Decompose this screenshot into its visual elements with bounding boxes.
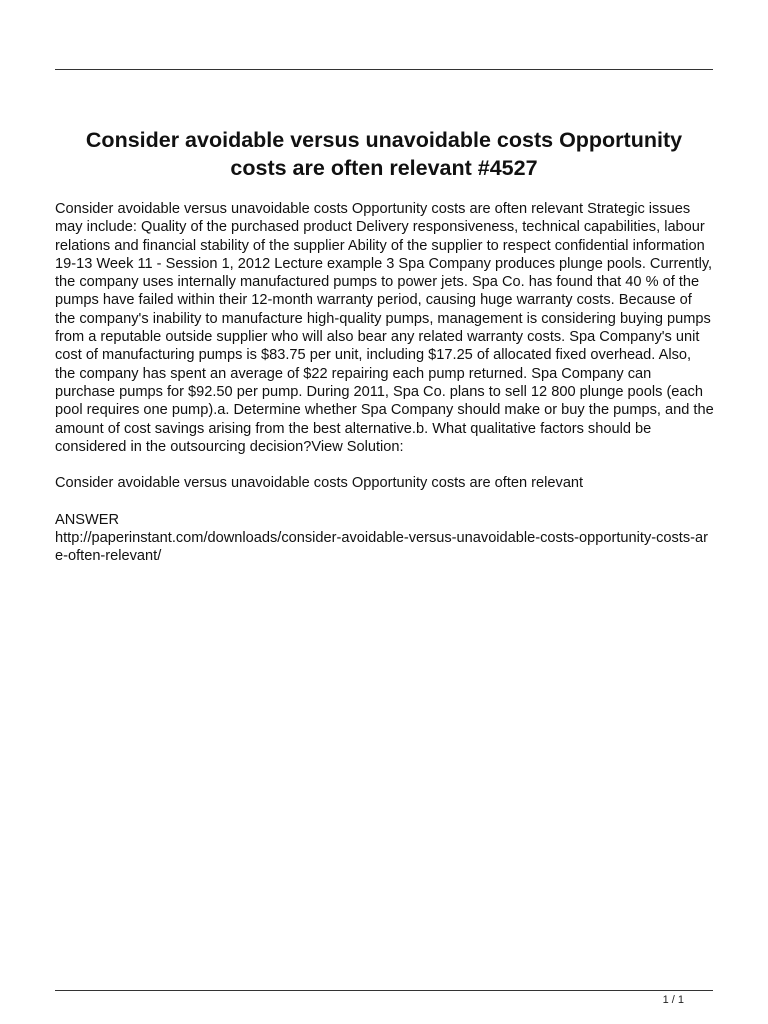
- answer-label: ANSWER: [55, 512, 120, 528]
- footer-divider: [55, 990, 713, 991]
- document-repeat-line: Consider avoidable versus unavoidable costs Opportunity costs are often relevant: [55, 475, 584, 491]
- document-body: Consider avoidable versus unavoidable costs Opportunity costs are often relevant Strategic issues may include: Quality of the purchased product Delivery responsiveness, technical capabilities, labour relations and financial stability of the supplier Ability of the supplier to respect confidential information 19-13 Week 11 - Session 1, 2012 Lecture example 3 Spa Company produces plunge pools. Currently, the company uses internally manufactured pumps to power jets. Spa Co. has found that 40 % of the pumps have failed within their 12-month warranty period, causing huge warranty costs. Because of the company's inability to manufacture high-quality pumps, management is considering buying pumps from a reputable outside supplier who will also bear any related warranty costs. Spa Company's unit cost of manufacturing pumps is $83.75 per unit, including $17.25 of allocated fixed overhead. Also, the company has spent an average of $22 repairing each pump returned. Spa Company can purchase pumps for $92.50 per pump. During 2011, Spa Co. plans to sell 12 800 plunge pools (each pool requires one pump).a. Determine whether Spa Company should make or buy the pumps, and the amount of cost savings arising from the best alternative.b. What qualitative factors should be considered in the outsourcing decision?View Solution:: [55, 201, 714, 455]
- header-divider: [55, 69, 713, 70]
- answer-link[interactable]: http://paperinstant.com/downloads/consider-avoidable-versus-unavoidable-costs-opportunity-costs-are-often-relevant/: [55, 530, 708, 565]
- document-title: Consider avoidable versus unavoidable costs Opportunity costs are often relevant #4527: [85, 128, 683, 180]
- page-indicator: 1 / 1: [662, 994, 684, 1006]
